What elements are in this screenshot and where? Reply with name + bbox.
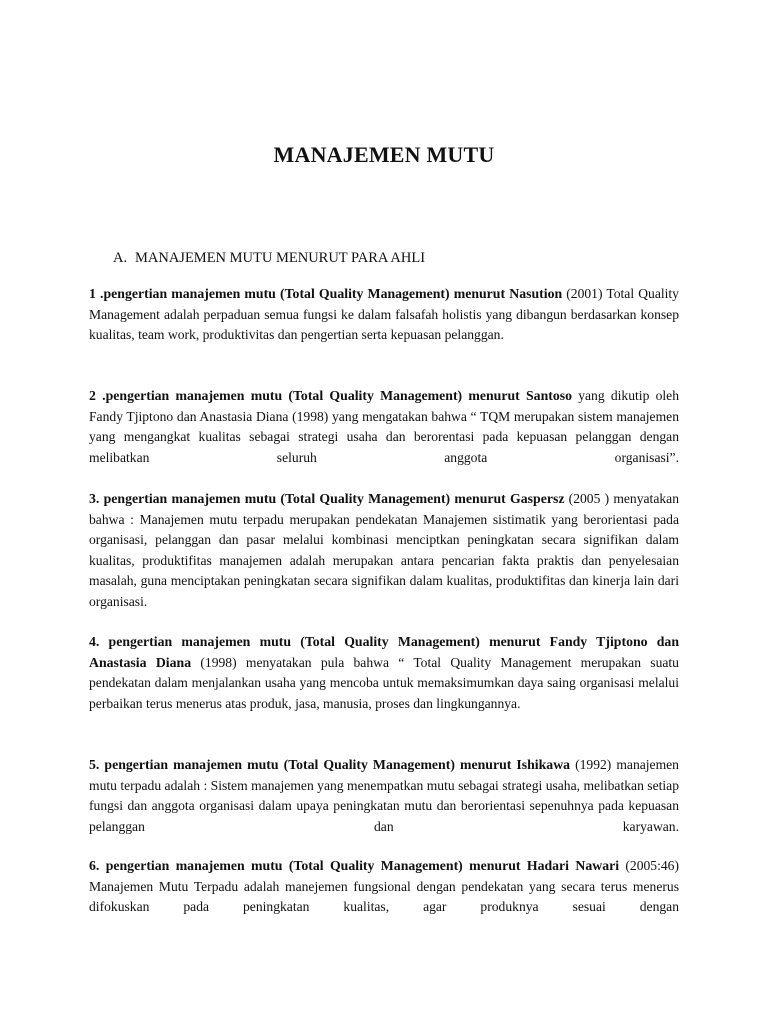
paragraph-5 [89,755,679,837]
paragraph-1 [89,284,679,346]
paragraph-6 [89,856,679,918]
paragraph-5-lead: 5. pengertian manajemen mutu (Total Quality Management) menurut Ishikawa [89,757,571,772]
paragraph-2-body: yang dikutip oleh Fandy Tjiptono dan Anastasia Diana (1998) yang mengatakan bahwa “ TQM merupakan sistem manajemen yang mengangkat kualitas sebagai strategi usaha dan berorentasi pada kepuasan pelanggan dengan melibatkan seluruh anggota organisasi”. [89,388,679,465]
paragraph-3-body: (2005 ) menyatakan bahwa : Manajemen mutu terpadu merupakan pendekatan Manajemen sistimatik yang berorientasi pada organisasi, pelanggan dan pasar melalui kombinasi menciptkan peningkatan secara signifikan dalam kualitas, produktifitas manajemen adalah merupakan antara pencarian fakta praktis dan penyelesaian masalah, guna menciptakan peningkatan secara signifikan dalam kualitas, produktifitas dan kinerja lain dari organisasi. [89,491,679,609]
section-letter: A. [113,250,128,266]
paragraph-4 [89,632,679,714]
paragraph-2 [89,386,679,468]
page-title: MANAJEMEN MUTU [273,142,495,167]
paragraph-1-lead: 1 .pengertian manajemen mutu (Total Quality Management) menurut Nasution [89,286,563,301]
paragraph-3-lead: 3. pengertian manajemen mutu (Total Quality Management) menurut Gaspersz [89,491,565,506]
section-heading-text: MANAJEMEN MUTU MENURUT PARA AHLI [135,250,426,266]
paragraph-6-lead: 6. pengertian manajemen mutu (Total Quality Management) menurut Hadari Nawari [89,858,620,873]
paragraph-2-lead: 2 .pengertian manajemen mutu (Total Quality Management) menurut Santoso [89,388,573,403]
section-heading [113,250,425,267]
paragraph-3 [89,489,679,613]
paragraph-1-body: (2001) Total Quality Management adalah perpaduan semua fungsi ke dalam falsafah holistis yang dibangun berdasarkan konsep kualitas, team work, produktivitas dan pengertian serta kepuasan pelanggan. [89,286,679,343]
paragraph-6-body: (2005:46) Manajemen Mutu Terpadu adalah manejemen fungsional dengan pendekatan yang secara terus menerus difokuskan pada peningkatan kualitas, agar produknya sesuai dengan [89,858,679,915]
paragraph-5-body: (1992) manajemen mutu terpadu adalah : Sistem manajemen yang menempatkan mutu sebagai strategi usaha, melibatkan setiap fungsi dan anggota organisasi dalam upaya peningkatan mutu dan berorientasi sepenuhnya pada kepuasan pelanggan dan karyawan. [89,757,679,834]
paragraph-4-lead: 4. pengertian manajemen mutu (Total Quality Management) menurut Fandy Tjiptono dan Anastasia Diana [89,634,679,670]
paragraph-4-body: (1998) menyatakan pula bahwa “ Total Quality Management merupakan suatu pendekatan dalam menjalankan usaha yang mencoba untuk memaksimumkan daya saing organisasi melalui perbaikan terus menerus atas produk, jasa, manusia, proses dan lingkungannya. [89,654,679,711]
